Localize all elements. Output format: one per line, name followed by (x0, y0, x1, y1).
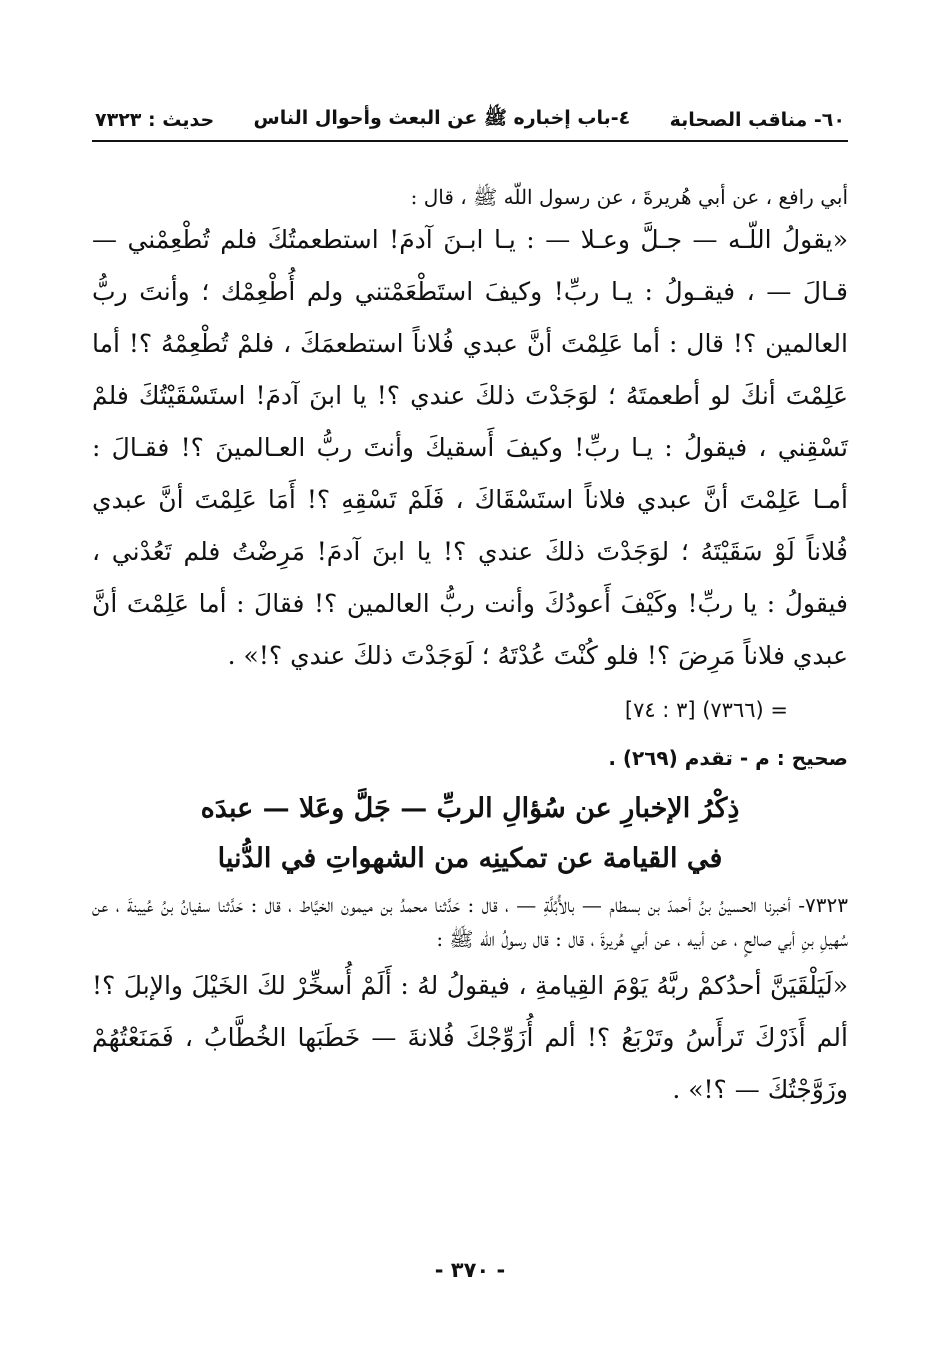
chapter-heading-line-2: في القيامة عن تمكينِه من الشهواتِ في الدُّنيا (217, 843, 723, 874)
chapter-heading (92, 784, 848, 884)
cross-reference: = (٧٣٦٦) [٣ : ٧٤] (624, 698, 788, 722)
chapter-heading-line-1: ذِكْرُ الإخبارِ عن سُؤالِ الربِّ — جَلَّ وعَلا — عبدَه (200, 793, 740, 824)
page-body (92, 180, 848, 1116)
isnad-7323: ٧٣٢٣- أخبرنا الحسينُ بنُ أحمدَ بن بسطام — بالأُبُلَّةِ — ، قال : حَدَّثنا محمدُ بن ميمون الخيَّاط ، قال : حَدَّثنا سفيانُ بنُ عُيينةَ ، عن سُهيلِ بنِ أبي صالحٍ ، عن أبيه ، عن أبي هُريرةَ ، قال : قال رسولُ اللّه ﷺ : (92, 893, 848, 951)
header-book-section: ٦٠- مناقب الصحابة (669, 109, 845, 131)
hadith-text-2: «لَيَلْقَيَنَّ أحدُكمْ ربَّهُ يَوْمَ القِيامةِ ، فيقولُ لهُ : أَلَمْ أُسخِّرْ لكَ الخَيْلَ والإبلَ ؟! ألم أَذَرْكَ تَرأَسُ وتَرْبَعُ ؟! ألم أُزَوِّجْكَ فُلانةَ — خَطَبَها الخُطَّابُ ، فَمَنَعْتُهُمْ وزَوَّجْتُكَ — ؟!» . (92, 971, 848, 1104)
hadith-grade: صحيح : م - تقدم (٢٦٩) . (608, 746, 848, 770)
page-number: - ٣٧٠ - (434, 1258, 506, 1282)
hadith-text-1: «يقولُ اللّـه — جـلَّ وعـلا — : يـا ابـنَ آدمَ! استطعمتُكَ فلم تُطْعِمْني — قـالَ — ، فيقـولُ : يـا ربِّ! وكيفَ استَطْعَمْتني ولم أُطْعِمْك ؛ وأنتَ ربُّ العالمين ؟! قال : أما عَلِمْتَ أنَّ عبدي فُلاناً استطعمَكَ ، فلمْ تُطْعِمْهُ ؟! أما عَلِمْتَ أنكَ لو أطعمتَهُ ؛ لوَجَدْتَ ذلكَ عندي ؟! يا ابنَ آدمَ! استَسْقَيْتُكَ فلمْ تَسْقِني ، فيقولُ : يـا ربِّ! وكيفَ أَسقيكَ وأنتَ ربُّ العـالمينَ ؟! فقـالَ : أمـا عَلِمْتَ أنَّ عبدي فلاناً استَسْقَاكَ ، فَلَمْ تَسْقِهِ ؟! أَمَا عَلِمْتَ أنَّ عبدي فُلاناً لَوْ سَقَيْتَهُ ؛ لوَجَدْتَ ذلكَ عندي ؟! يا ابنَ آدمَ! مَرِضْتُ فلم تَعُدْني ، فيقولُ : يا ربِّ! وكَيْفَ أَعودُكَ وأنت ربُّ العالمين ؟! فقالَ : أما عَلِمْتَ أنَّ عبدي فلاناً مَرِضَ ؟! فلو كُنْتَ عُدْتَهُ ؛ لَوَجَدْتَ ذلكَ عندي ؟!» . (92, 225, 848, 670)
header-hadith-number: حديث : ٧٣٢٣ (95, 109, 215, 131)
header-chapter-title: ٤-باب إخباره ﷺ عن البعث وأحوال الناس (253, 107, 631, 129)
isnad-continuation: أبي رافع ، عن أبي هُريرةَ ، عن رسول اللّه ﷺ ، قال : (410, 185, 848, 209)
header-divider (92, 140, 848, 142)
running-header (95, 100, 845, 140)
